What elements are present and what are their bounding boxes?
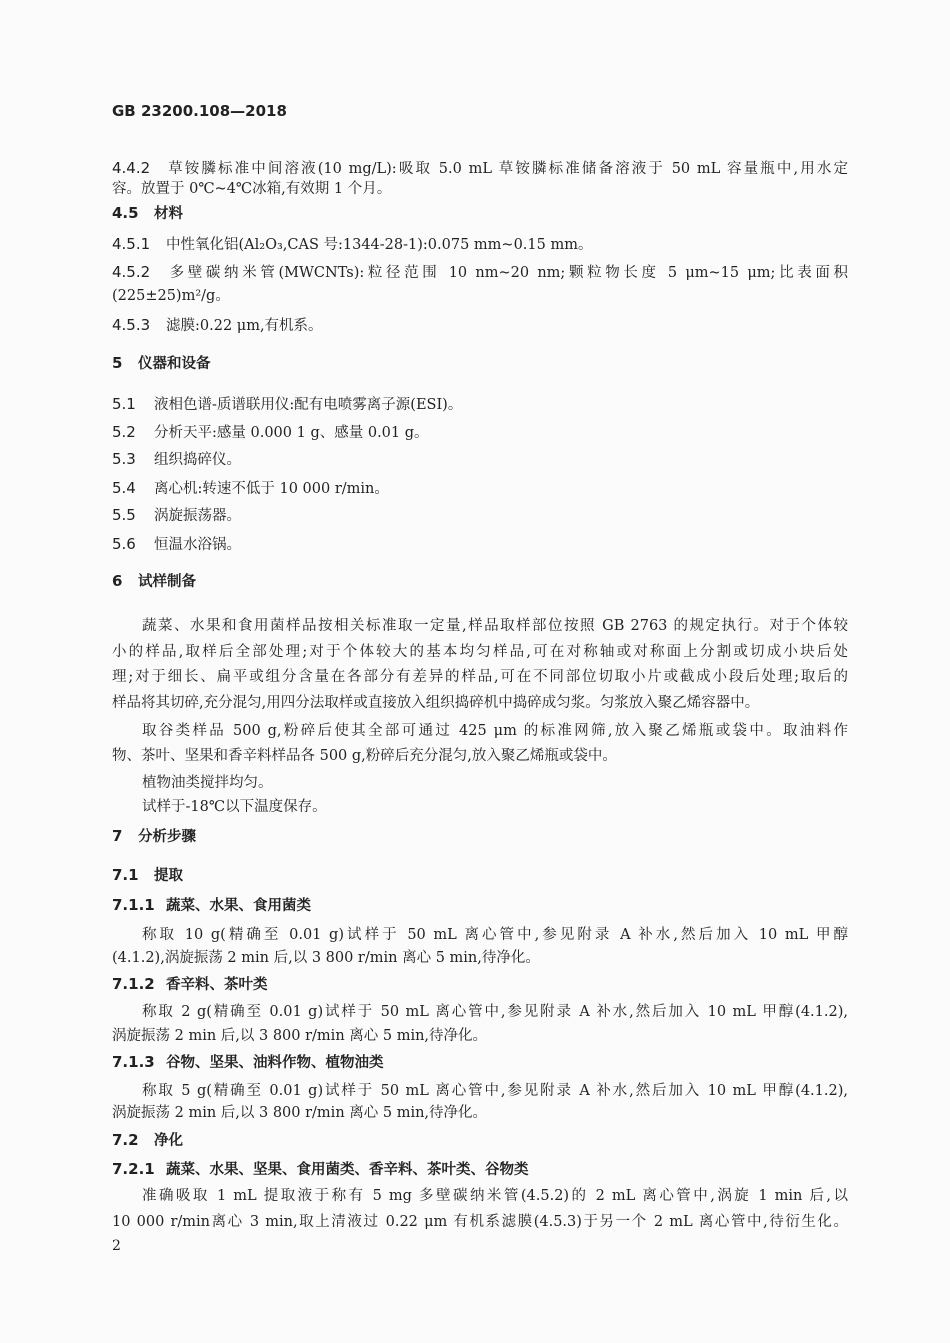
paragraph-line: (4.1.2),涡旋振荡 2 min 后,以 3 800 r/min 离心 5 min,待净化。	[112, 950, 540, 966]
paragraph-line: 涡旋振荡 2 min 后,以 3 800 r/min 离心 5 min,待净化。	[112, 1105, 488, 1121]
document-header: GB 23200.108—2018	[112, 102, 287, 120]
clause-number: 4.4.2	[112, 159, 151, 177]
clause-number: 4.5	[112, 204, 139, 222]
clause-text: 滤膜:0.22 μm,有机系。	[166, 318, 323, 334]
clause-number: 7.1.3	[112, 1053, 155, 1071]
heading-7-2	[112, 1130, 183, 1151]
clause-text: 涡旋振荡器。	[154, 508, 241, 524]
paragraph-line: 取谷类样品 500 g,粉碎后使其全部可通过 425 μm 的标准网筛,放入聚乙烯瓶或袋中。取油料作	[142, 723, 848, 739]
clause-4-5-1	[112, 234, 592, 255]
heading-title: 分析步骤	[138, 829, 196, 845]
heading-title: 香辛料、茶叶类	[166, 977, 268, 993]
paragraph-line: 小的样品,取样后全部处理;对于个体较大的基本均匀样品,可在对称轴或对称面上分割或切成小块后处	[112, 644, 848, 660]
clause-number: 4.5.2	[112, 263, 151, 281]
clause-5-3	[112, 449, 241, 470]
paragraph-line: 理;对于细长、扁平或组分含量在各部分有差异的样品,可在不同部位切取小片或截成小段后处理;取后的	[112, 669, 848, 685]
clause-number: 5	[112, 354, 123, 372]
clause-number: 5.4	[112, 479, 136, 497]
paragraph-line: 10 000 r/min离心 3 min,取上清液过 0.22 μm 有机系滤膜(4.5.3)于另一个 2 mL 离心管中,待衍生化。	[112, 1214, 848, 1230]
paragraph-line: 蔬菜、水果和食用菌样品按相关标准取一定量,样品取样部位按照 GB 2763 的规定执行。对于个体较	[142, 618, 848, 634]
heading-7-1-3	[112, 1052, 384, 1073]
paragraph-line: 称取 10 g(精确至 0.01 g)试样于 50 mL 离心管中,参见附录 A 补水,然后加入 10 mL 甲醇	[142, 927, 848, 943]
clause-5-1	[112, 394, 462, 415]
clause-number: 4.5.1	[112, 235, 151, 253]
heading-4-5	[112, 203, 183, 224]
paragraph-line: 物、茶叶、坚果和香辛料样品各 500 g,粉碎后充分混匀,放入聚乙烯瓶或袋中。	[112, 748, 617, 764]
paragraph-line: 准确吸取 1 mL 提取液于称有 5 mg 多壁碳纳米管(4.5.2)的 2 mL 离心管中,涡旋 1 min 后,以	[142, 1188, 848, 1204]
clause-number: 7.1	[112, 866, 139, 884]
paragraph-line: 涡旋振荡 2 min 后,以 3 800 r/min 离心 5 min,待净化。	[112, 1028, 488, 1044]
heading-7-2-1	[112, 1159, 529, 1180]
heading-title: 试样制备	[138, 574, 196, 590]
clause-number: 7.2.1	[112, 1160, 155, 1178]
clause-number: 5.6	[112, 535, 136, 553]
clause-text: (225±25)m²/g。	[112, 288, 230, 304]
clause-number: 5.2	[112, 423, 136, 441]
clause-5-2	[112, 422, 429, 443]
clause-text: 多壁碳纳米管(MWCNTs):粒径范围 10 nm~20 nm;颗粒物长度 5 μm~15 μm;比表面积	[166, 265, 848, 281]
clause-number: 7	[112, 827, 123, 845]
heading-5	[112, 353, 211, 374]
heading-title: 仪器和设备	[138, 356, 211, 372]
clause-text: 恒温水浴锅。	[154, 537, 241, 553]
clause-text: 液相色谱-质谱联用仪:配有电喷雾离子源(ESI)。	[154, 397, 463, 413]
heading-title: 提取	[154, 868, 183, 884]
clause-text: 容。放置于 0℃~4℃冰箱,有效期 1 个月。	[112, 181, 392, 197]
clause-number: 5.3	[112, 450, 136, 468]
clause-text: 组织捣碎仪。	[154, 452, 241, 468]
clause-5-4	[112, 478, 389, 499]
paragraph-line: 称取 2 g(精确至 0.01 g)试样于 50 mL 离心管中,参见附录 A 补水,然后加入 10 mL 甲醇(4.1.2),	[142, 1004, 848, 1020]
heading-7-1-2	[112, 974, 268, 995]
clause-number: 7.2	[112, 1131, 139, 1149]
clause-number: 7.1.1	[112, 896, 155, 914]
heading-title: 蔬菜、水果、食用菌类	[166, 898, 311, 914]
heading-title: 蔬菜、水果、坚果、食用菌类、香辛料、茶叶类、谷物类	[166, 1162, 529, 1178]
heading-7	[112, 826, 196, 847]
clause-number: 4.5.3	[112, 316, 151, 334]
heading-title: 净化	[154, 1133, 183, 1149]
page-number: 2	[112, 1238, 121, 1254]
clause-5-5	[112, 505, 241, 526]
clause-text: 离心机:转速不低于 10 000 r/min。	[154, 481, 389, 497]
clause-5-6	[112, 534, 241, 555]
clause-text: 草铵膦标准中间溶液(10 mg/L):吸取 5.0 mL 草铵膦标准储备溶液于 50 mL 容量瓶中,用水定	[166, 161, 848, 177]
clause-4-5-3	[112, 315, 323, 336]
clause-text: 分析天平:感量 0.000 1 g、感量 0.01 g。	[154, 425, 429, 441]
clause-number: 5.5	[112, 506, 136, 524]
heading-6	[112, 571, 196, 592]
heading-title: 谷物、坚果、油料作物、植物油类	[166, 1055, 384, 1071]
clause-number: 6	[112, 572, 123, 590]
paragraph-line: 样品将其切碎,充分混匀,用四分法取样或直接放入组织捣碎机中捣碎成匀浆。匀浆放入聚乙烯容器中。	[112, 695, 760, 711]
heading-title: 材料	[154, 206, 183, 222]
heading-7-1	[112, 865, 183, 886]
paragraph-line: 称取 5 g(精确至 0.01 g)试样于 50 mL 离心管中,参见附录 A 补水,然后加入 10 mL 甲醇(4.1.2),	[142, 1083, 848, 1099]
paragraph-6-4: 试样于-18℃以下温度保存。	[142, 799, 327, 815]
paragraph-6-3: 植物油类搅拌均匀。	[142, 775, 273, 791]
clause-number: 5.1	[112, 395, 136, 413]
heading-7-1-1	[112, 895, 311, 916]
clause-text: 中性氧化铝(Al₂O₃,CAS 号:1344-28-1):0.075 mm~0.15 mm。	[166, 237, 593, 253]
clause-number: 7.1.2	[112, 975, 155, 993]
